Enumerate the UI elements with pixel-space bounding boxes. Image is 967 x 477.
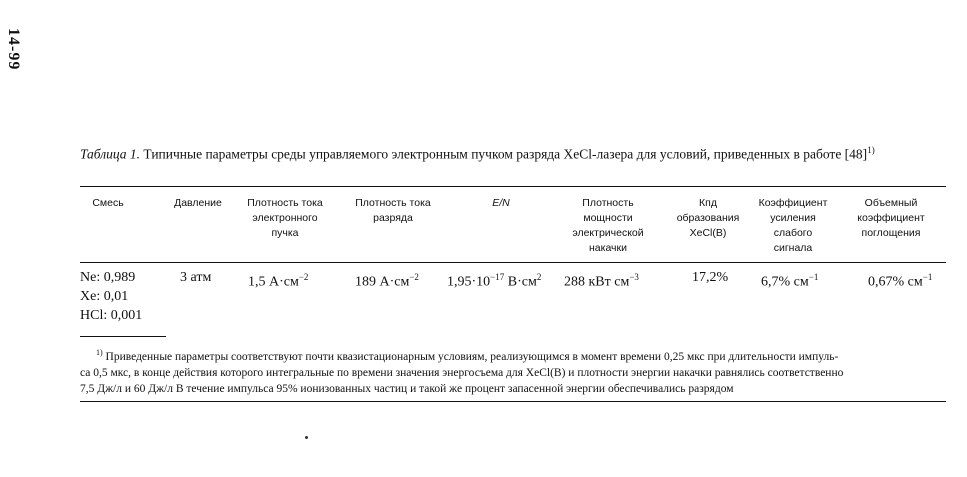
mixture-xe: Xe: 0,01 <box>80 289 129 304</box>
caption-text: Типичные параметры среды управляемого электронным пучком разряда XeCl-лазера для условий, приведенных в работе [48] <box>143 146 868 162</box>
absorption-value: 0,67% см <box>868 274 923 290</box>
gain-exp: −1 <box>808 272 819 282</box>
footnote-line-3: 7,5 Дж/л и 60 Дж/л В течение импульса 95% ионизованных частиц и такой же процент запасенной энергии обеспечивались разрядом <box>80 382 734 395</box>
caption-label: Таблица 1. <box>80 146 141 162</box>
en-exp: −17 <box>490 272 505 282</box>
cell-gain <box>761 268 818 292</box>
beam-current-value: 1,5 А·см <box>248 274 299 290</box>
absorption-exp: −1 <box>922 272 933 282</box>
cell-mixture <box>80 268 142 325</box>
en-unit-exp: 2 <box>536 272 542 282</box>
header-gain: Коэффициент усиления слабого сигнала <box>758 197 828 254</box>
header-pressure: Давление <box>174 197 222 209</box>
en-mantissa: 1,95·10 <box>447 274 491 290</box>
header-mixture: Смесь <box>92 197 124 209</box>
mixture-ne: Ne: 0,989 <box>80 270 136 285</box>
footnote-mark: 1) <box>96 348 103 357</box>
beam-current-exp: −2 <box>298 272 309 282</box>
cell-beam-current <box>248 268 308 292</box>
footnote-text-1: Приведенные параметры соответствуют почти квазистационарным условиям, реализующимся в момент времени 0,25 мкс при длительности импуль- <box>105 350 839 363</box>
header-discharge-current: Плотность тока разряда <box>355 197 431 224</box>
header-en: E/N <box>492 197 510 209</box>
header-pump-power: Плотность мощности электрической накачки <box>572 197 644 254</box>
table-caption <box>80 142 890 163</box>
cell-pump-power <box>564 268 639 292</box>
discharge-current-value: 189 А·см <box>355 274 410 290</box>
cell-efficiency: 17,2% <box>692 270 729 285</box>
table-header-rule <box>80 262 946 263</box>
pump-power-exp: −3 <box>629 272 639 282</box>
cell-absorption <box>868 268 932 292</box>
table-bottom-rule <box>80 401 946 402</box>
cell-en <box>447 268 541 292</box>
footnote-line-1 <box>80 345 946 365</box>
page-number: 14-99 <box>5 28 22 71</box>
ink-dot <box>305 436 308 439</box>
footnote-separator <box>80 336 166 337</box>
mixture-hcl: HCl: 0,001 <box>80 308 143 323</box>
header-beam-current: Плотность тока электронного пучка <box>247 197 323 239</box>
footnote <box>80 345 946 397</box>
header-efficiency: Кпд образования XeCl(B) <box>676 197 740 239</box>
discharge-current-exp: −2 <box>409 272 419 282</box>
en-unit: В·см <box>504 274 537 290</box>
caption-footnote-mark: 1) <box>867 145 875 155</box>
table-top-rule <box>80 186 946 187</box>
cell-pressure: 3 атм <box>180 270 212 285</box>
pump-power-value: 288 кВт см <box>564 274 630 290</box>
header-absorption: Объемный коэффициент поглощения <box>857 197 925 239</box>
cell-discharge-current <box>355 268 419 292</box>
gain-value: 6,7% см <box>761 274 809 290</box>
footnote-line-2: са 0,5 мкс, в конце действия которого интегральные по времени значения энергосъема для XeCl(B) и плотности энергии накачки равнялись соответственно <box>80 366 844 379</box>
